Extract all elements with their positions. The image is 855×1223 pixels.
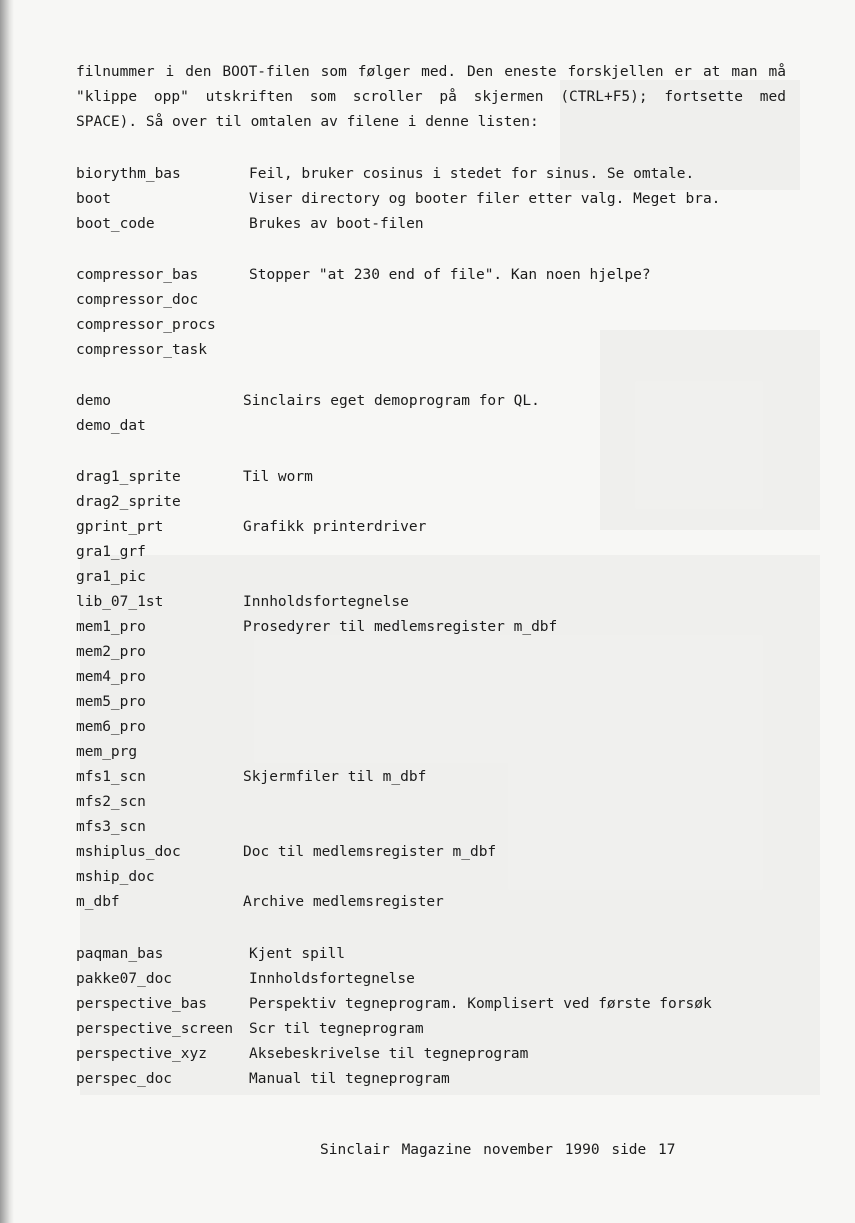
file-name: perspective_screen	[76, 1021, 234, 1037]
file-entry	[0, 212, 855, 237]
file-description: Grafikk printerdriver	[243, 519, 427, 535]
file-entry	[0, 389, 855, 414]
file-name: mem_prg	[76, 744, 138, 760]
file-entry	[0, 865, 855, 890]
intro-paragraph	[76, 60, 786, 135]
file-name: drag1_sprite	[76, 469, 181, 485]
file-description: Stopper "at 230 end of file". Kan noen hjelpe?	[249, 267, 651, 283]
file-name: gra1_grf	[76, 544, 146, 560]
file-name: mship_doc	[76, 869, 155, 885]
file-name: perspec_doc	[76, 1071, 173, 1087]
file-name: perspective_bas	[76, 996, 207, 1012]
intro-line: "klippe opp" utskriften som scroller på skjermen (CTRL+F5); fortsette med	[76, 89, 786, 105]
file-description: Kjent spill	[249, 946, 346, 962]
file-entry	[0, 1017, 855, 1042]
file-name: boot	[76, 191, 111, 207]
file-name: compressor_procs	[76, 317, 216, 333]
file-entry	[0, 715, 855, 740]
file-name: drag2_sprite	[76, 494, 181, 510]
file-name: compressor_doc	[76, 292, 199, 308]
file-description: Aksebeskrivelse til tegneprogram	[249, 1046, 529, 1062]
file-description: Manual til tegneprogram	[249, 1071, 450, 1087]
file-name: mem6_pro	[76, 719, 146, 735]
file-description: Prosedyrer til medlemsregister m_dbf	[243, 619, 558, 635]
file-name: gra1_pic	[76, 569, 146, 585]
file-description: Innholdsfortegnelse	[249, 971, 415, 987]
file-name: mem2_pro	[76, 644, 146, 660]
file-entry	[0, 640, 855, 665]
file-description: Til worm	[243, 469, 313, 485]
file-name: pakke07_doc	[76, 971, 173, 987]
file-entry	[0, 942, 855, 967]
file-entry	[0, 565, 855, 590]
file-entry	[0, 1042, 855, 1067]
file-name: perspective_xyz	[76, 1046, 207, 1062]
file-entry	[0, 815, 855, 840]
file-entry	[0, 414, 855, 439]
file-entry	[0, 540, 855, 565]
file-name: mfs1_scn	[76, 769, 146, 785]
file-entry	[0, 338, 855, 363]
file-entry	[0, 288, 855, 313]
file-description: Viser directory og booter filer etter valg. Meget bra.	[249, 191, 721, 207]
file-name: m_dbf	[76, 894, 120, 910]
file-entry	[0, 1067, 855, 1092]
file-description: Scr til tegneprogram	[249, 1021, 424, 1037]
file-entry	[0, 465, 855, 490]
file-description: Brukes av boot-filen	[249, 216, 424, 232]
file-entry	[0, 992, 855, 1017]
file-description: Perspektiv tegneprogram. Komplisert ved første forsøk	[249, 996, 712, 1012]
file-name: demo_dat	[76, 418, 146, 434]
file-entry	[0, 263, 855, 288]
file-name: mem1_pro	[76, 619, 146, 635]
file-name: boot_code	[76, 216, 155, 232]
file-entry	[0, 187, 855, 212]
file-name: gprint_prt	[76, 519, 164, 535]
file-entry	[0, 790, 855, 815]
file-description: Feil, bruker cosinus i stedet for sinus. Se omtale.	[249, 166, 695, 182]
file-name: mfs3_scn	[76, 819, 146, 835]
page-footer: Sinclair Magazine november 1990 side 17	[320, 1142, 676, 1158]
file-name: mem5_pro	[76, 694, 146, 710]
file-entry	[0, 313, 855, 338]
file-entry	[0, 740, 855, 765]
file-entry	[0, 590, 855, 615]
file-entry	[0, 765, 855, 790]
file-description: Doc til medlemsregister m_dbf	[243, 844, 497, 860]
file-description: Skjermfiler til m_dbf	[243, 769, 427, 785]
intro-line: filnummer i den BOOT-filen som følger med. Den eneste forskjellen er at man må	[76, 64, 786, 80]
file-entry	[0, 690, 855, 715]
file-name: paqman_bas	[76, 946, 164, 962]
file-name: lib_07_1st	[76, 594, 164, 610]
file-entry	[0, 967, 855, 992]
file-description: Archive medlemsregister	[243, 894, 444, 910]
file-name: mshiplus_doc	[76, 844, 181, 860]
intro-line: SPACE). Så over til omtalen av filene i denne listen:	[76, 114, 539, 130]
file-name: mem4_pro	[76, 669, 146, 685]
file-description: Sinclairs eget demoprogram for QL.	[243, 393, 540, 409]
file-entry	[0, 162, 855, 187]
file-entry	[0, 515, 855, 540]
file-entry	[0, 840, 855, 865]
file-entry	[0, 490, 855, 515]
file-description: Innholdsfortegnelse	[243, 594, 409, 610]
file-entry	[0, 615, 855, 640]
file-entry	[0, 665, 855, 690]
file-name: demo	[76, 393, 111, 409]
file-name: compressor_task	[76, 342, 207, 358]
file-name: compressor_bas	[76, 267, 199, 283]
file-name: biorythm_bas	[76, 166, 181, 182]
file-name: mfs2_scn	[76, 794, 146, 810]
file-entry	[0, 890, 855, 915]
